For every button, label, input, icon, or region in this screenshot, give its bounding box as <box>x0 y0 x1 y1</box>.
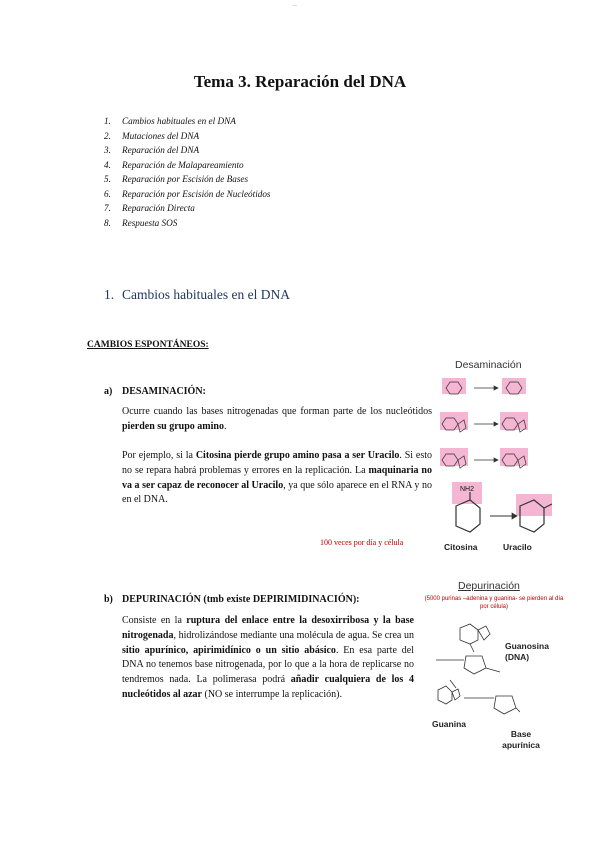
deamination-figure-title: Desaminación <box>455 359 522 371</box>
text-run: , hidrolizándose mediante una molécula de agua. Se crea un <box>173 629 414 641</box>
text-run: . En esa parte del DNA no tenemos base nitrogenada, por lo que a la hora de replicarse no tendremos nada. La polimerasa podrá <box>122 644 414 686</box>
section-heading <box>104 287 290 303</box>
deamination-paragraph-1 <box>122 405 432 435</box>
toc-item-number: 5. <box>104 174 111 184</box>
text-run: , ya que sólo aparece en el RNA y no en el DNA. <box>122 479 432 506</box>
deamination-title: DESAMINACIÓN: <box>122 386 206 397</box>
toc-item <box>104 116 271 131</box>
toc-item <box>104 189 271 204</box>
text-run-bold: maquinaria no va a ser capaz de reconocer al Uracilo <box>122 464 432 491</box>
text-run-bold: ruptura del enlace entre la desoxirribosa y la base nitrogenada <box>122 615 414 641</box>
toc-item <box>104 145 271 160</box>
depurination-letter: b) <box>104 594 113 605</box>
toc-item-number: 3. <box>104 145 111 155</box>
toc-item <box>104 203 271 218</box>
deamination-heading <box>104 386 206 397</box>
toc-item-number: 8. <box>104 217 111 228</box>
toc-item-number: 1. <box>104 116 111 126</box>
uracil-label: Uracilo <box>503 542 532 552</box>
deamination-diagram <box>436 374 566 556</box>
cytosine-label: Citosina <box>444 542 478 552</box>
depurination-figure-title: Depurinación <box>458 580 520 592</box>
section-title: Cambios habituales en el DNA <box>122 287 290 302</box>
toc-item-label: Reparación por Escisión de Bases <box>122 174 249 184</box>
guanosine-label: Guanosina (DNA) <box>505 641 549 662</box>
toc-item-label: Respuesta SOS <box>122 217 178 228</box>
toc-item-label: Reparación por Escisión de Nucleótidos <box>122 188 271 199</box>
deamination-paragraph-2 <box>122 449 432 508</box>
toc-item-label: Reparación del DNA <box>122 145 200 155</box>
depurination-note: (5000 purinas –adenina y guanina- se pierden al día por célula) <box>424 596 564 610</box>
text-run: . Si esto no se repara habrá problemas y errores en la replicación. La <box>122 450 432 476</box>
text-run-bold: añadir cualquiera de los 4 nucleótidos al azar <box>122 674 414 700</box>
page-title: Tema 3. Reparación del DNA <box>193 72 407 91</box>
text-run: Por ejemplo, si la <box>122 450 196 461</box>
toc-item-number: 7. <box>104 203 111 213</box>
text-run: Ocurre cuando las bases nitrogenadas que forman parte de los nucleótidos <box>122 406 432 417</box>
toc-item-number: 6. <box>104 188 111 199</box>
depurination-diagram <box>430 616 520 726</box>
toc-item <box>104 131 271 146</box>
page-header-mark: — <box>292 4 297 9</box>
nh2-label: NH2 <box>460 486 475 493</box>
toc-item-label: Mutaciones del DNA <box>122 130 200 141</box>
text-run: . <box>223 420 227 432</box>
table-of-contents <box>104 116 271 232</box>
toc-item-number: 2. <box>104 130 111 141</box>
toc-item-label: Reparación Directa <box>122 203 195 213</box>
toc-item <box>104 218 271 233</box>
text-run-bold: Citosina pierde grupo amino pasa a ser Uracilo <box>195 450 400 461</box>
text-run: Consiste en la <box>122 615 187 626</box>
toc-item <box>104 160 271 175</box>
abasic-site-label: Base apurínica <box>502 729 540 750</box>
depurination-heading <box>104 594 360 605</box>
text-run: (NO se interrumpe la replicación). <box>202 688 342 700</box>
deamination-rate-note: 100 veces por día y célula <box>320 538 404 547</box>
section-number: 1. <box>104 287 115 302</box>
guanine-label: Guanina <box>432 719 467 729</box>
depurination-paragraph <box>122 614 414 703</box>
toc-item-number: 4. <box>104 159 111 170</box>
spontaneous-changes-heading: CAMBIOS ESPONTÁNEOS: <box>87 340 209 350</box>
toc-item-label: Cambios habituales en el DNA <box>122 116 236 126</box>
text-run-bold: pierden su grupo amino <box>122 420 224 432</box>
deamination-letter: a) <box>104 386 113 397</box>
depurination-title: DEPURINACIÓN (tmb existe DEPIRIMIDINACIÓN): <box>122 594 360 605</box>
toc-item-label: Reparación de Malapareamiento <box>122 159 244 170</box>
text-run-bold: sitio apurínico, apirimidínico o un sitio abásico <box>122 644 336 656</box>
toc-item <box>104 174 271 189</box>
